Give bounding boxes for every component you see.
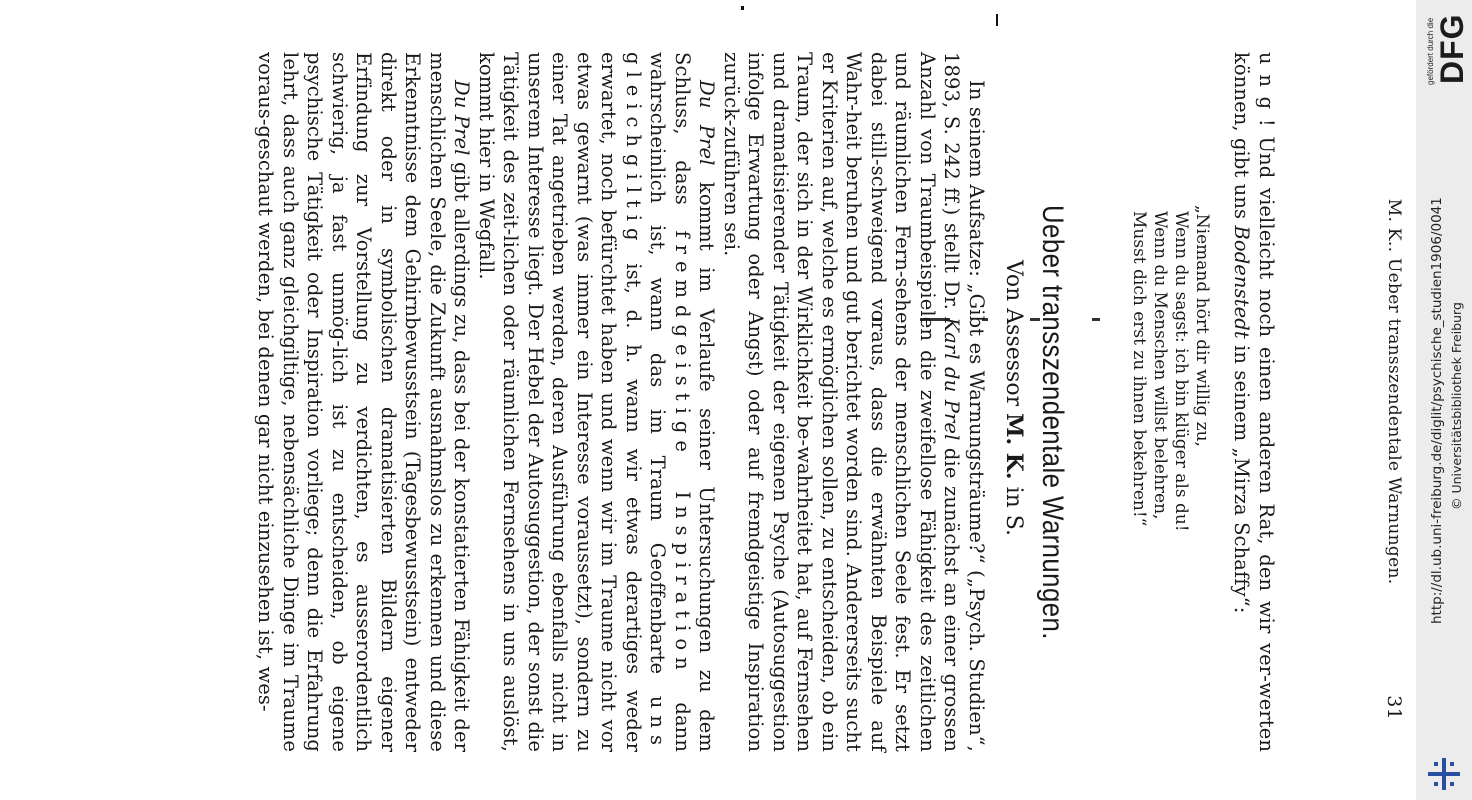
emphasis: fremdgeistige Inspiration	[671, 230, 694, 677]
article-body	[253, 52, 988, 752]
paragraph-1: In seinem Aufsatze: „Gibt es Warnungsträume?“ („Psych. Studien“, 1893, S. 242 ff.) stellt Dr. Karl du Prel die zunächst an einer grossen Anzahl von Traumbeispielen die zweifellose Fähigkeit des zeitlichen und räumlichen Fern-sehens der menschlichen Seele fest. Er setzt dabei still-schweigend voraus, dass die erwähnten Beispiele auf Wahr-heit beruhen und gut berichtet worden sind. Andererseits sucht er Kriterien auf, welche es ermöglichen sollen, zu entscheiden, ob ein Traum, der sich in der Wirklichkeit be-wahrheitet hat, auf Fernsehen und dramatisierender Tätigkeit der eigenen Psyche (Autosuggestion infolge Erwartung oder Angst) oder auf fremdgeistige Inspiration zurück-zuführen sei.	[720, 52, 988, 752]
scan-speck	[996, 14, 998, 26]
poem-line: „Niemand hört dir willig zu,	[1192, 205, 1212, 447]
university-library-logo-icon	[1428, 756, 1460, 792]
poem-line: Wenn du sagst: ich bin klüger als du!	[1171, 211, 1191, 532]
intro-paragraph	[1218, 52, 1278, 752]
page-number: 31	[1383, 695, 1405, 720]
paragraph-2: Du Prel kommt im Verlaufe seiner Untersuchungen zu dem Schluss, dass fremdgeistige Inspiration dann wahrscheinlich ist, wann das im Traum Geoffenbarte uns gleichgiltig ist, d. h. wann wir etwas derartiges weder erwartet, noch befürchtet haben und wenn wir im Traume nicht vor etwas gewarnt (was immer ein Interesse voraussetzt), sondern zu einer Tat angetrieben werden, deren Ausführung ebenfalls nicht in unserem Interesse liegt. Der Hebel der Autosuggestion, der sonst die Tätigkeit des zeit-lichen oder räumlichen Fernsehens in uns auslöst, kommt hier in Wegfall.	[475, 52, 719, 753]
source-url[interactable]: http://dl.ub.uni-freiburg.de/diglit/psychische_studien1906/0041	[1429, 197, 1445, 624]
byline-prefix: Von Assessor	[1001, 260, 1026, 407]
dfg-logo: DFG	[1434, 13, 1470, 84]
author-reference: Karl du Prel	[940, 317, 964, 441]
copyright-notice: © Universitätsbibliothek Freiburg	[1449, 302, 1464, 510]
poem-line: Wenn du Menschen willst belehren,	[1150, 211, 1170, 520]
byline	[998, 205, 1029, 536]
intro-author: Bodenstedt	[1230, 225, 1254, 339]
viewer-sidebar	[1416, 0, 1472, 800]
article-title: Ueber transszendentale Warnungen.	[1036, 205, 1069, 640]
running-head	[1372, 88, 1416, 720]
author-reference: Du Prel	[450, 80, 474, 156]
scan-speck	[741, 6, 744, 10]
intro-text-end: in seinem „Mirza Schaffy“:	[1230, 338, 1254, 614]
byline-author: M. K.	[1001, 413, 1027, 480]
paragraph-3: Du Prel gibt allerdings zu, dass bei der konstatierten Fähigkeit der menschlichen Seele, die Zukunft ausnahmslos zu erkennen und diese Erkenntnisse dem Gehirnbewusstsein (Tagesbewusstsein) entweder direkt oder in symbolischen dramatisierten Bildern eigener Erfindung zur Vorstellung zu verdichten, es ausserordentlich schwierig, ja fast unmög-lich ist zu entscheiden, ob eigene psychische Tätigkeit oder Inspiration vorliege; denn die Erfahrung lehrt, dass auch ganz gleichgiltige, nebensächliche Dinge im Traume voraus-geschaut werden, bei denen gar nicht einzusehen ist, wes-	[254, 52, 474, 753]
funder-caption: gefördert durch die	[1426, 17, 1435, 85]
running-head-title: M. K.. Ueber transszendentale Warnungen.	[1384, 198, 1404, 585]
poem	[1128, 205, 1212, 725]
intro-text: u n g ! Und vielleicht noch einen anderen Rat, den wir ver-werten können, gibt uns	[1230, 52, 1278, 752]
byline-suffix: in S.	[1001, 486, 1026, 537]
emphasis: uns gleichgiltig	[622, 52, 670, 752]
poem-line: Musst dich erst zu ihnen bekehren!“	[1129, 211, 1149, 527]
author-reference: Du Prel	[695, 80, 719, 166]
